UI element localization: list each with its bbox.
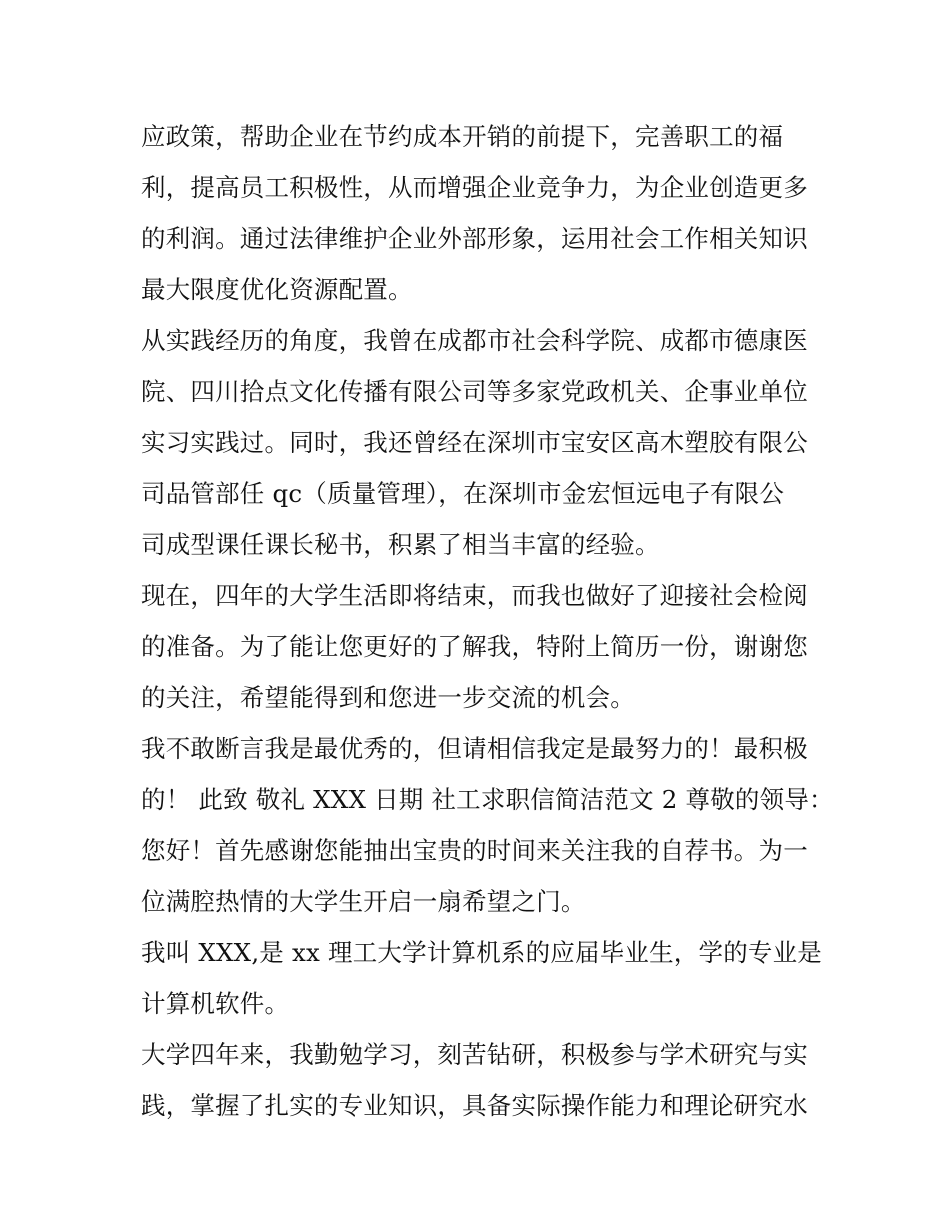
- text-line: 您好！首先感谢您能抽出宝贵的时间来关注我的自荐书。为一: [141, 836, 808, 865]
- text-line: 的！ 此致 敬礼 XXX 日期 社工求职信简洁范文 2 尊敬的领导：: [141, 785, 834, 814]
- text-line: 的利润。通过法律维护企业外部形象，运用社会工作相关知识: [141, 224, 808, 253]
- text-line: 大学四年来，我勤勉学习，刻苦钻研，积极参与学术研究与实: [141, 1040, 808, 1069]
- text-line: 现在，四年的大学生活即将结束，而我也做好了迎接社会检阅: [141, 581, 808, 610]
- text-line: 最大限度优化资源配置。: [141, 275, 413, 304]
- document-body: [141, 111, 834, 1131]
- text-line: 从实践经历的角度，我曾在成都市社会科学院、成都市德康医: [141, 326, 808, 355]
- text-line: 践，掌握了扎实的专业知识，具备实际操作能力和理论研究水: [141, 1091, 808, 1120]
- text-line: 计算机软件。: [141, 989, 290, 1018]
- text-line: 的关注，希望能得到和您进一步交流的机会。: [141, 683, 635, 712]
- text-line: 司品管部任 qc（质量管理），在深圳市金宏恒远电子有限公: [141, 479, 785, 508]
- text-line: 院、四川拾点文化传播有限公司等多家党政机关、企事业单位: [141, 377, 808, 406]
- text-line: 应政策，帮助企业在节约成本开销的前提下，完善职工的福: [141, 122, 784, 151]
- text-line: 的准备。为了能让您更好的了解我，特附上简历一份，谢谢您: [141, 632, 808, 661]
- text-line: 我叫 XXX,是 xx 理工大学计算机系的应届毕业生，学的专业是: [141, 938, 823, 967]
- text-line: 实习实践过。同时，我还曾经在深圳市宝安区高木塑胶有限公: [141, 428, 808, 457]
- text-line: 我不敢断言我是最优秀的，但请相信我定是最努力的！最积极: [141, 734, 808, 763]
- text-line: 位满腔热情的大学生开启一扇希望之门。: [141, 887, 586, 916]
- text-line: 利，提高员工积极性，从而增强企业竞争力，为企业创造更多: [141, 173, 808, 202]
- text-line: 司成型课任课长秘书，积累了相当丰富的经验。: [141, 530, 660, 559]
